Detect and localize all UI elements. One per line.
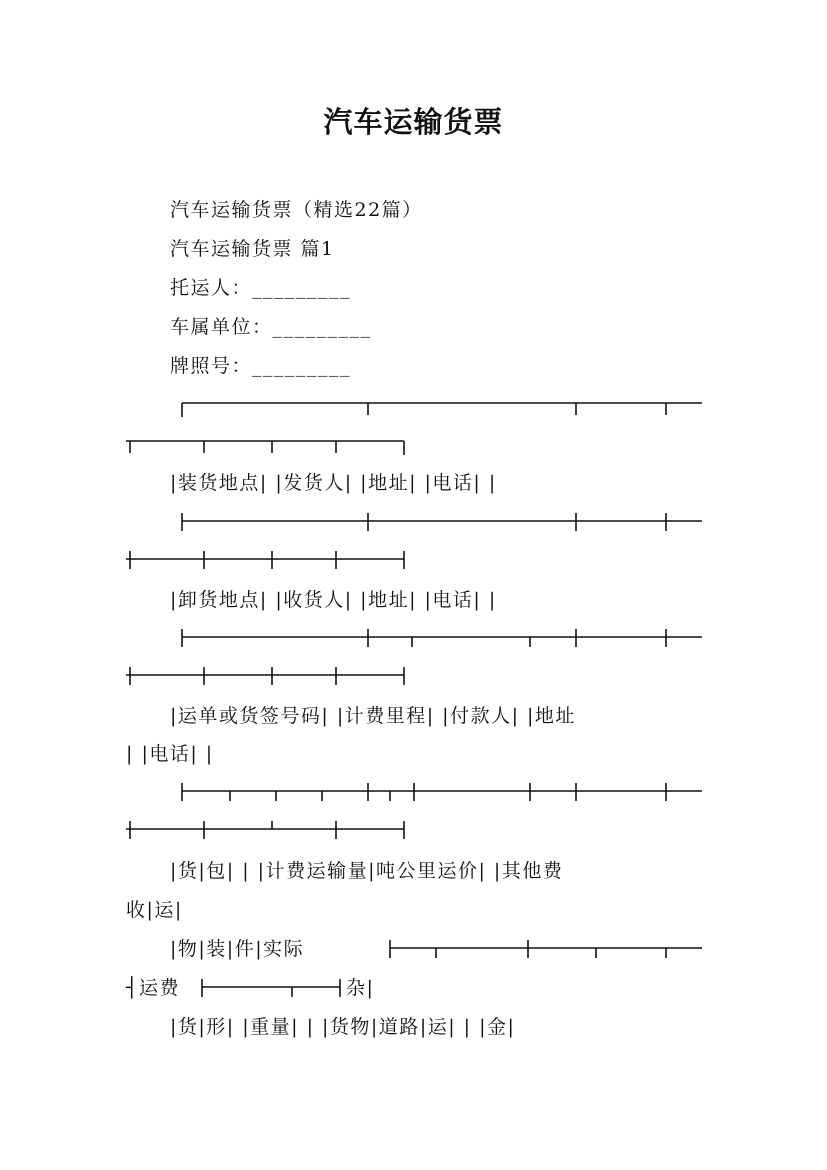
subtitle-line: 汽车运输货票（精选22篇）	[170, 199, 423, 221]
table-row-goods: |货|包| | |计费运输量|吨公里运价| |其他费	[170, 860, 564, 882]
table-row-waybill-cont: | |电话| |	[126, 743, 214, 765]
table-border-line	[126, 819, 408, 841]
table-border-line	[178, 627, 702, 649]
plate-number-field: 牌照号：_________	[170, 355, 352, 377]
table-border-line	[126, 437, 408, 459]
table-border-line	[126, 549, 408, 571]
section-heading: 汽车运输货票 篇1	[170, 238, 335, 260]
table-row-freight-left: ┤运费	[126, 977, 180, 999]
table-border-line	[388, 938, 702, 960]
table-row-waybill: |运单或货签号码| |计费里程| |付款人| |地址	[170, 705, 576, 727]
table-border-line	[178, 399, 702, 421]
table-row-goods-cont: 收|运|	[126, 899, 183, 921]
table-border-line	[200, 977, 344, 999]
table-row-freight-right: 杂|	[346, 977, 375, 999]
document-title: 汽车运输货票	[323, 105, 504, 139]
table-border-line	[178, 511, 702, 533]
table-border-line	[178, 781, 702, 803]
shipper-field: 托运人：_________	[170, 277, 352, 299]
table-border-line	[126, 665, 408, 687]
table-row-shape: |货|形| |重量| | |货物|道路|运| | |金|	[170, 1016, 516, 1038]
table-row-unloading: |卸货地点| |收货人| |地址| |电话| |	[170, 589, 497, 611]
table-row-loading: |装货地点| |发货人| |地址| |电话| |	[170, 472, 497, 494]
table-row-items: |物|装|件|实际	[170, 938, 305, 960]
vehicle-unit-field: 车属单位：_________	[170, 316, 372, 338]
